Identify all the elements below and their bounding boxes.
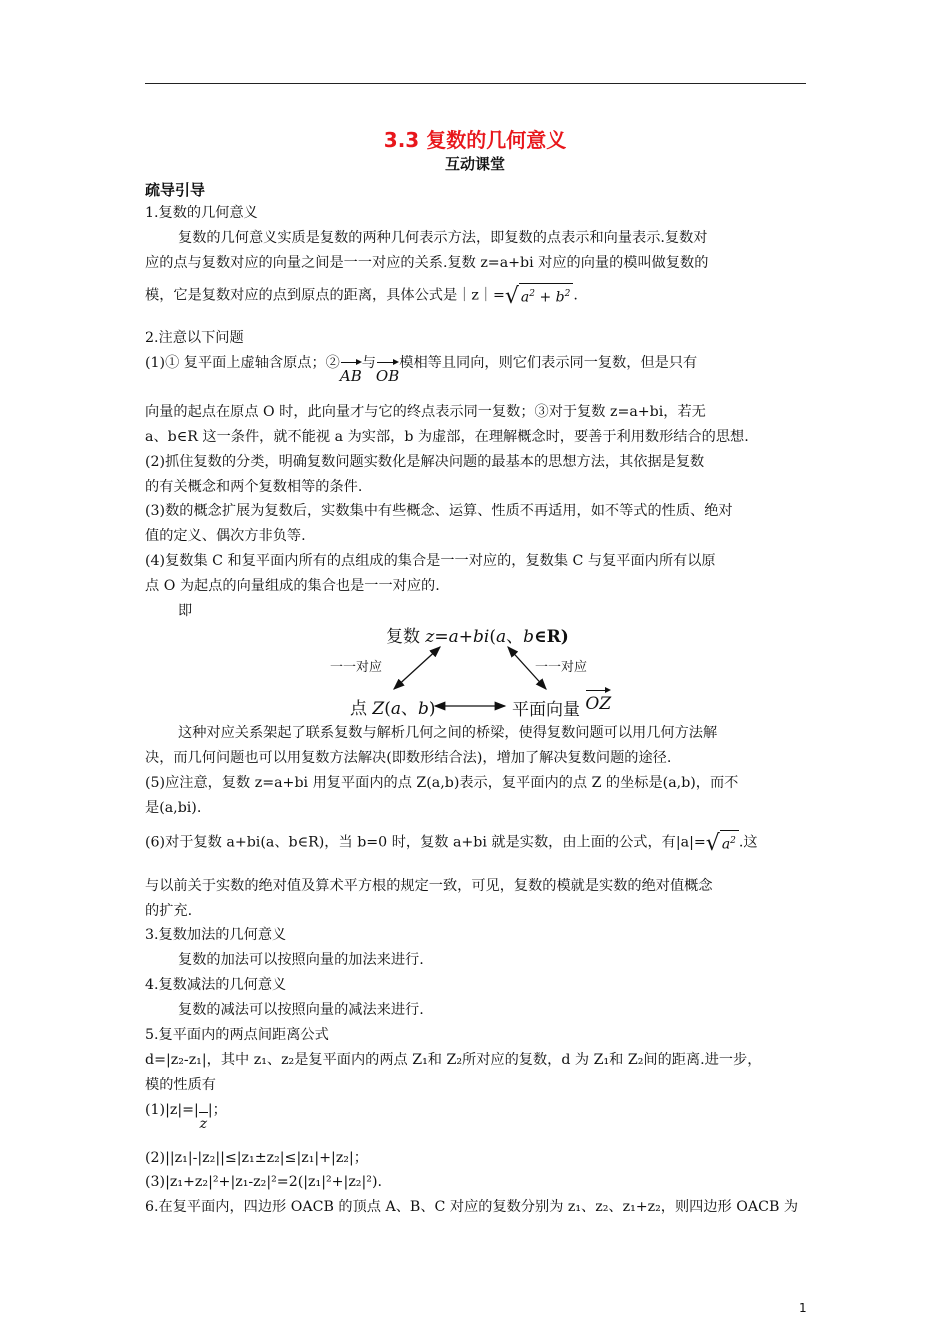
section-heading: 疏导引导 xyxy=(145,181,206,199)
property-3: (3)|z₁+z₂|²+|z₁-z₂|²=2(|z₁|²+|z₂|²). xyxy=(145,1174,383,1190)
para-5-line-2: 模的性质有 xyxy=(145,1077,216,1093)
prop-1-b: |； xyxy=(207,1102,227,1118)
top-paren-open: ( xyxy=(489,627,496,647)
after-diagram-line-1: 这种对应关系架起了联系复数与解析几何之间的桥梁，使得复数问题可以用几何方法解 xyxy=(178,725,718,741)
diagram-bottom-right-node xyxy=(512,688,611,720)
left-label: 一一对应 xyxy=(330,660,383,675)
doc-title: 3.3 复数的几何意义 xyxy=(383,128,567,152)
sqrt-a: a xyxy=(520,289,530,306)
bl-z: Z xyxy=(372,699,385,719)
para-1-line-2: 应的点与复数对应的向量之间是一一对应的关系.复数 z=a+bi 对应的向量的模叫做复数的 xyxy=(145,255,709,271)
note-6-line-2: 与以前关于实数的绝对值及算术平方根的规定一致，可见，复数的模就是实数的绝对值概念 xyxy=(145,878,713,894)
para-4: 复数的减法可以按照向量的减法来进行. xyxy=(178,1002,424,1018)
after-diagram-line-2: 决，而几何问题也可以用复数方法解决(即数形结合法)，增加了解决复数问题的途径. xyxy=(145,750,672,766)
para-1-end: . xyxy=(573,287,578,304)
doc-subtitle: 互动课堂 xyxy=(444,155,505,173)
para-3: 复数的加法可以按照向量的加法来进行. xyxy=(178,952,424,968)
note-1-line-1 xyxy=(145,353,697,386)
heading-3: 3.复数加法的几何意义 xyxy=(145,927,287,943)
top-sep: 、 xyxy=(506,627,524,647)
note-6-a: (6)对于复数 a+bi(a、b∈R)，当 b=0 时，复数 a+bi 就是实数，由上面的公式，有|a|= xyxy=(145,834,706,851)
prop-1-a: (1)|z|=| xyxy=(145,1102,199,1118)
bl-word: 点 xyxy=(350,699,373,719)
sqrt-b: b xyxy=(555,289,565,306)
correspondence-diagram xyxy=(330,620,620,720)
note-4-ji: 即 xyxy=(178,603,193,619)
bl-paren-open: ( xyxy=(384,699,391,719)
header-rule xyxy=(145,83,806,84)
sqrt-a-exp: 2 xyxy=(529,289,535,299)
note-4-line-2: 点 O 为起点的向量组成的集合也是一一对应的. xyxy=(145,578,440,594)
modulus-sqrt-formula: √ $a^2 + b^2$ xyxy=(505,283,573,308)
vector-ob xyxy=(376,360,399,386)
bl-a: a xyxy=(390,699,401,719)
sqrt-b-exp: 2 xyxy=(564,289,571,299)
sqrt-plus: + xyxy=(539,289,552,306)
note-1-and: 与 xyxy=(361,355,376,371)
diagram-bottom-left-node xyxy=(350,694,436,719)
heading-2: 2.注意以下问题 xyxy=(145,330,244,346)
conjugate-z-letter: z xyxy=(199,1116,208,1132)
note-6-b: .这 xyxy=(738,834,758,851)
property-2: (2)||z₁|-|z₂||≤|z₁±z₂|≤|z₁|+|z₂|； xyxy=(145,1150,368,1166)
heading-1: 1.复数的几何意义 xyxy=(145,205,258,221)
bl-paren-close: ) xyxy=(428,699,436,719)
note-5-line-2: 是(a,bi). xyxy=(145,800,202,816)
n6-sqrt-exp: 2 xyxy=(730,836,736,846)
vector-oz xyxy=(585,688,611,714)
page-number: 1 xyxy=(799,1301,807,1315)
bl-sep: 、 xyxy=(401,699,418,719)
heading-6: 6.在复平面内，四边形 OACB 的顶点 A、B、C 对应的复数分别为 z₁、z₂、z₁+z₂，则四边形 OACB 为 xyxy=(145,1199,799,1215)
note-3-line-1: (3)数的概念扩展为复数后，实数集中有些概念、运算、性质不再适用，如不等式的性质、绝对 xyxy=(145,503,733,519)
para-1-line-1: 复数的几何意义实质是复数的两种几何表示方法，即复数的点表示和向量表示.复数对 xyxy=(178,230,708,246)
vector-ab-label: AB xyxy=(339,367,362,385)
vector-ob-label: OB xyxy=(375,367,400,385)
top-word: 复数 xyxy=(386,627,426,647)
para-5-line-1: d=|z₂-z₁|，其中 z₁、z₂是复平面内的两点 Z₁和 Z₂所对应的复数，d 为 Z₁和 Z₂间的距离.进一步， xyxy=(145,1052,762,1068)
top-a: a xyxy=(495,627,507,647)
right-label: 一一对应 xyxy=(535,660,588,675)
para-1-line-3-text: 模，它是复数对应的点到原点的距离，具体公式是｜z｜= xyxy=(145,287,505,304)
diagram-top-node xyxy=(386,622,569,647)
conjugate-z xyxy=(199,1112,208,1134)
note-6-line-1 xyxy=(145,830,758,855)
heading-5: 5.复平面内的两点间距离公式 xyxy=(145,1027,329,1043)
note-1-line-2: 向量的起点在原点 O 时，此向量才与它的终点表示同一复数；③对于复数 z=a+bi，若无 xyxy=(145,404,706,420)
top-z: z=a+bi xyxy=(425,627,490,647)
bl-b: b xyxy=(418,699,429,719)
note-1-b: 模相等且同向，则它们表示同一复数，但是只有 xyxy=(399,355,698,371)
abs-sqrt-formula: √ $a^2$ xyxy=(706,830,739,855)
vector-ab xyxy=(340,360,362,386)
note-2-line-2: 的有关概念和两个复数相等的条件. xyxy=(145,479,363,495)
note-5-line-1: (5)应注意，复数 z=a+bi 用复平面内的点 Z(a,b)表示，复平面内的点 Z 的坐标是(a,b)，而不 xyxy=(145,775,739,791)
heading-4: 4.复数减法的几何意义 xyxy=(145,977,287,993)
top-b: b xyxy=(523,627,534,647)
n6-sqrt-a: a xyxy=(721,836,731,853)
top-in-r: ∈R) xyxy=(533,627,569,647)
note-2-line-1: (2)抓住复数的分类，明确复数问题实数化是解决问题的最基本的思想方法，其依据是复数 xyxy=(145,454,705,470)
note-3-line-2: 值的定义、偶次方非负等. xyxy=(145,528,306,544)
note-1-line-3: a、b∈R 这一条件，就不能视 a 为实部，b 为虚部，在理解概念时，要善于利用数形结合的思想. xyxy=(145,429,749,445)
para-1-line-3 xyxy=(145,283,578,308)
property-1 xyxy=(145,1100,227,1134)
left-arrow xyxy=(394,647,440,689)
note-4-line-1: (4)复数集 C 和复平面内所有的点组成的集合是一一对应的，复数集 C 与复平面内所有以原 xyxy=(145,553,716,569)
br-word: 平面向量 xyxy=(512,700,586,720)
note-1-a: (1)① 复平面上虚轴含原点；② xyxy=(145,355,340,371)
vector-oz-label: OZ xyxy=(585,694,612,714)
note-6-line-3: 的扩充. xyxy=(145,903,193,919)
